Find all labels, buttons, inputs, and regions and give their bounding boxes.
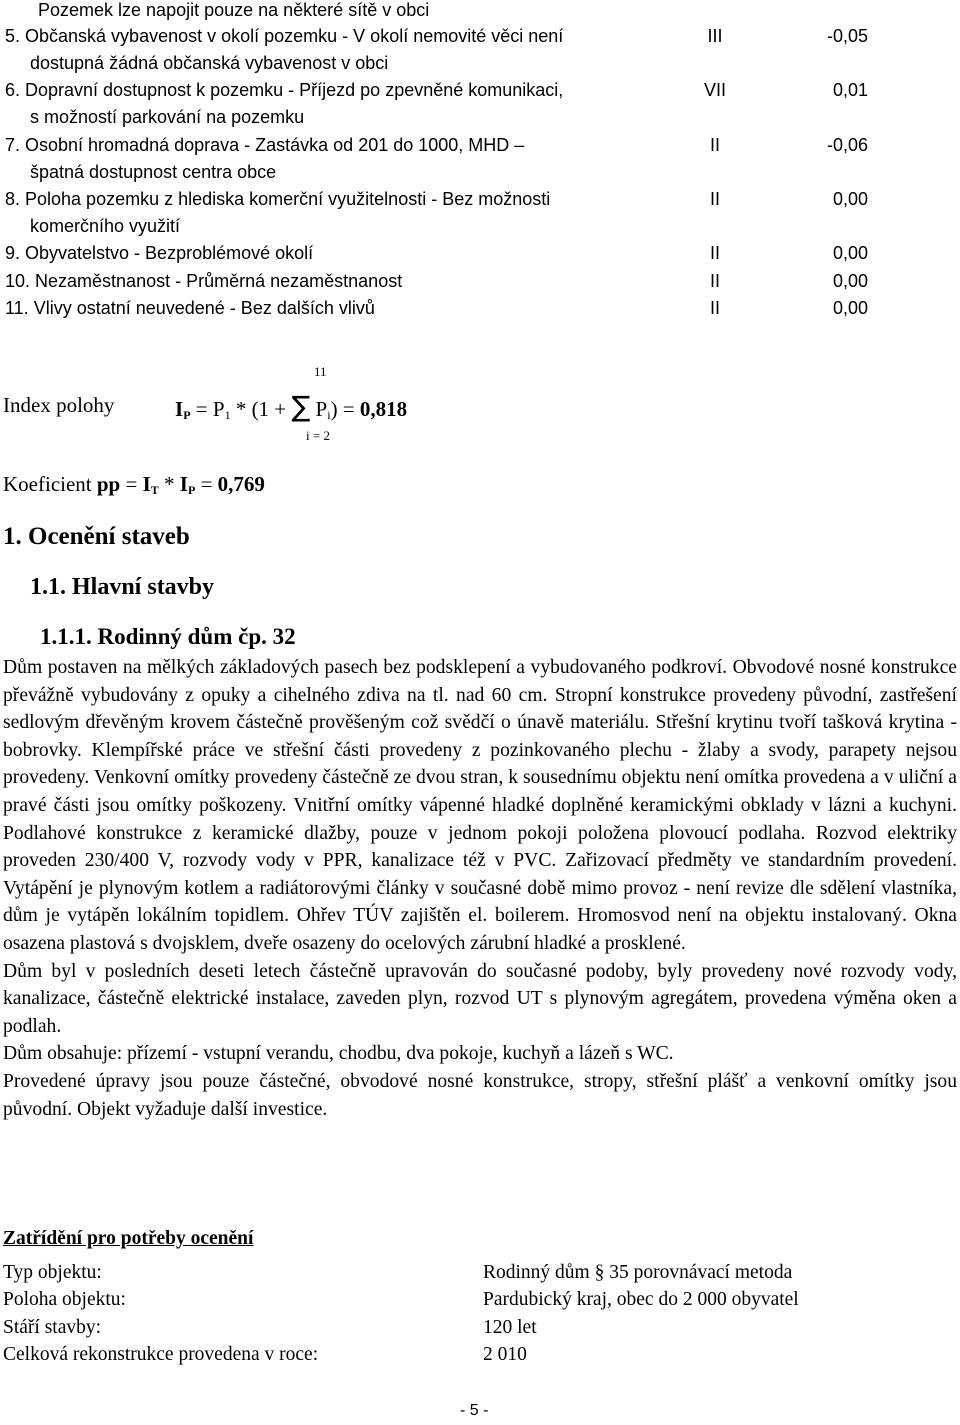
heading-2: 1.1. Hlavní stavby: [30, 574, 215, 600]
formula-mid: * (1 +: [235, 397, 287, 421]
factor-desc: 8. Poloha pozemku z hlediska komerční využitelnosti - Bez možnosti: [5, 189, 551, 209]
factor-row: [0, 271, 960, 297]
factor-desc-cont: komerčního využití: [30, 216, 181, 236]
sum-upper-limit: 11: [314, 364, 327, 379]
factor-row: [0, 298, 960, 324]
classification-value: Pardubický kraj, obec do 2 000 obyvatel: [483, 1289, 799, 1310]
factor-row-cont: [0, 53, 960, 79]
factor-desc: 6. Dopravní dostupnost k pozemku - Příjezd po zpevněné komunikaci,: [5, 80, 564, 100]
factor-row: [0, 80, 960, 106]
description-block: [3, 654, 957, 1123]
koeficient-formula: [3, 472, 265, 498]
index-polohy-result: 0,818: [359, 397, 408, 421]
factor-class: II: [709, 135, 720, 155]
factor-desc-cont: s možností parkování na pozemku: [30, 107, 305, 127]
factor-value: -0,05: [826, 26, 868, 46]
factor-desc: 5. Občanská vybavenost v okolí pozemku - V okolí nemovité věci není: [5, 26, 564, 46]
classification-value: Rodinný dům § 35 porovnávací metoda: [483, 1262, 793, 1283]
index-polohy-label: Index polohy: [3, 393, 115, 417]
factor-desc: 10. Nezaměstnanost - Průměrná nezaměstnanost: [5, 271, 403, 291]
page-number: - 5 -: [460, 1402, 489, 1419]
factor-value: 0,00: [832, 243, 868, 263]
formula-close: ) =: [330, 397, 355, 421]
factor-row: [0, 189, 960, 215]
factor-desc: 9. Obyvatelstvo - Bezproblémové okolí: [5, 243, 314, 263]
sigma-symbol: ∑: [291, 390, 311, 423]
classification-value: 120 let: [483, 1317, 537, 1338]
pi-symbol: $P_i$: [315, 397, 331, 422]
eq-sign: =: [125, 472, 138, 496]
description-paragraph: Provedené úpravy jsou pouze částečné, obvodové nosné konstrukce, stropy, střešní plášť a venkovní omítky jsou původní. Objekt vyžaduje další investice.: [3, 1070, 957, 1120]
pp-symbol: pp: [96, 472, 121, 496]
factor-row: [0, 135, 960, 161]
factor-desc-cont: špatná dostupnost centra obce: [30, 162, 277, 182]
description-paragraph: Dům postaven na mělkých základových pasech bez podsklepení a vybudovaného podkroví. Obvodové nosné konstrukce převážně vybudovány z opuky a cihelného zdiva na tl. nad 60 cm. Stropní konstrukce provedeny původní, zastřešení sedlovým dřevěným krovem částečně prověšeným což svědčí o únavě materiálu. Střešní krytinu tvoří tašková krytina - bobrovky. Klempířské práce ve střešní části provedeny z pozinkovaného plechu - žlaby a svody, parapety nejsou provedeny. Venkovní omítky provedeny částečně ze dvou stran, k sousednímu objektu není omítka provedena a v uliční a pravé části jsou omítky poškozeny. Vnitřní omítky vápenné hladké doplněné keramickými obklady v lázni a kuchyni. Podlahové konstrukce z keramické dlažby, pouze v jednom pokoji položena plovoucí podlaha. Rozvod elektriky proveden 230/400 V, rozvody vody v PPR, kanalizace též v PVC. Zařizovací předměty ve standardním provedení. Vytápění je plynovým kotlem a radiátorovými články v současné době mimo provoz - není revize dle sdělení vlastníka, dům je vytápěn lokálním topidlem. Ohřev TÚV zajištěn el. boilerem. Hromosvod není na objektu instalovaný. Okna osazena plastová s dvojsklem, dveře osazeny do ocelových zárubní hladké a prosklené.: [3, 657, 957, 954]
sum-lower-limit: i = 2: [306, 428, 330, 443]
classification-label: Poloha objektu:: [3, 1289, 126, 1310]
factor-desc: 7. Osobní hromadná doprava - Zastávka od 201 do 1000, MHD –: [5, 135, 525, 155]
factor-value: 0,01: [832, 80, 868, 100]
classification-value: 2 010: [483, 1344, 527, 1365]
factor-row-cont: [0, 107, 960, 133]
factor-value: 0,00: [832, 271, 868, 291]
factor-value: -0,06: [826, 135, 868, 155]
factor-row-cont: [0, 216, 960, 242]
classification-label: Celková rekonstrukce provedena v roce:: [3, 1344, 319, 1365]
heading-1: 1. Ocenění staveb: [3, 523, 190, 550]
p1-symbol: $P_1$: [212, 397, 231, 422]
factor-row-cont: [0, 162, 960, 188]
factor-desc-cont: dostupná žádná občanská vybavenost v obci: [30, 53, 389, 73]
classification-label: Typ objektu:: [3, 1262, 102, 1283]
description-paragraph: Dům obsahuje: přízemí - vstupní verandu, chodbu, dva pokoje, kuchyň a lázeň s WC.: [3, 1043, 674, 1065]
ip-symbol: $I_P$: [175, 397, 191, 422]
eq-sign: =: [200, 472, 213, 496]
factor-class: II: [709, 189, 720, 209]
factor-class: VII: [703, 80, 726, 100]
factor-class: III: [707, 26, 723, 46]
classification-label: Stáří stavby:: [3, 1317, 102, 1338]
factor-class: II: [709, 271, 720, 291]
factor-continuation-text: Pozemek lze napojit pouze na některé sítě v obci: [38, 0, 430, 20]
classification-title: Zatřídění pro potřeby ocenění: [3, 1228, 254, 1249]
factor-class: II: [709, 243, 720, 263]
factor-desc: 11. Vlivy ostatní neuvedené - Bez dalších vlivů: [5, 298, 375, 318]
eq-sign: =: [195, 397, 208, 421]
factor-value: 0,00: [832, 298, 868, 318]
factor-class: II: [709, 298, 720, 318]
factor-row: [0, 243, 960, 269]
koeficient-label: Koeficient: [3, 472, 92, 496]
description-paragraph: Dům byl v posledních deseti letech částečně upravován do současné podoby, byly provedeny nové rozvody vody, kanalizace, částečně elektrické instalace, zaveden plyn, rozvod UT s plynovým agregátem, provedena výměna oken a podlah.: [3, 960, 957, 1037]
factor-row: [0, 26, 960, 52]
index-polohy-expression: [175, 390, 408, 423]
ip-symbol: $I_P$: [179, 472, 196, 497]
multiply-sign: *: [164, 472, 175, 496]
koeficient-result: 0,769: [217, 472, 265, 496]
factor-value: 0,00: [832, 189, 868, 209]
heading-3: 1.1.1. Rodinný dům čp. 32: [40, 624, 296, 649]
it-symbol: $I_T$: [142, 472, 159, 497]
